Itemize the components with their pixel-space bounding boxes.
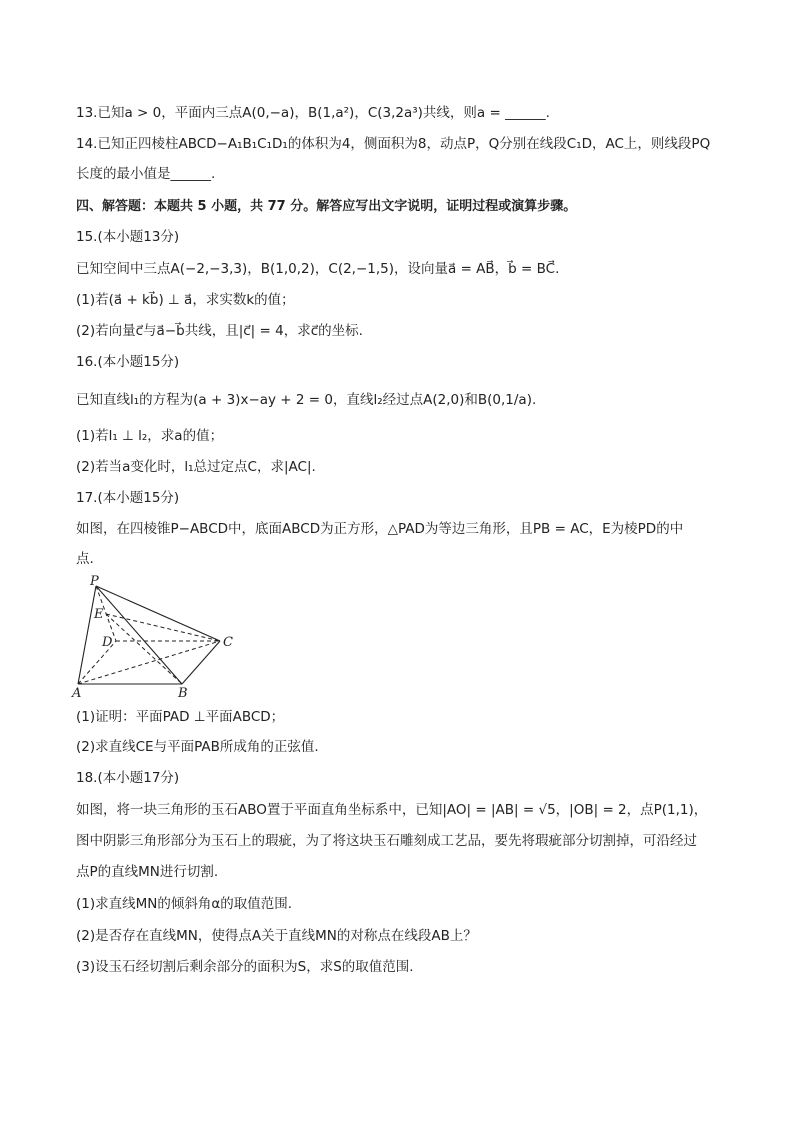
q17-part1: (1)证明：平面PAD ⊥平面ABCD；: [76, 709, 285, 725]
q14-text-cont: 长度的最小值是______.: [76, 166, 216, 182]
q15-part2: (2)若向量c⃗与a⃗−b⃗共线，且|c⃗| = 4，求c⃗的坐标.: [76, 323, 363, 339]
label-A: A: [72, 686, 82, 700]
q18-text-cont1: 图中阴影三角形部分为玉石上的瑕疵，为了将这块玉石雕刻成工艺品，要先将瑕疵部分切割掉，可沿经过: [76, 833, 697, 849]
q18-part3: (3)设玉石经切割后剩余部分的面积为S，求S的取值范围.: [76, 959, 414, 975]
q16-header: 16.(本小题15分): [76, 354, 180, 370]
q18-text-cont2: 点P的直线MN进行切割.: [76, 864, 219, 880]
q17-text: 如图，在四棱锥P−ABCD中，底面ABCD为正方形，△PAD为等边三角形，且PB = AC，E为棱PD的中: [76, 521, 684, 537]
q17-text-cont: 点.: [76, 551, 94, 567]
q16-part2: (2)若当a变化时，l₁总过定点C，求|AC|.: [76, 459, 316, 475]
q16-text: 已知直线l₁的方程为(a + 3)x−ay + 2 = 0，直线l₂经过点A(2,0)和B(0,1/a).: [76, 392, 537, 408]
q18-part2: (2)是否存在直线MN，使得点A关于直线MN的对称点在线段AB上？: [76, 928, 477, 944]
label-P: P: [90, 574, 99, 589]
pyramid-figure: [70, 574, 240, 700]
q15-header: 15.(本小题13分): [76, 229, 180, 245]
q14-text: 14.已知正四棱柱ABCD−A₁B₁C₁D₁的体积为4，侧面积为8，动点P，Q分别在线段C₁D，AC上，则线段PQ: [76, 136, 711, 152]
q13-text: 13.已知a > 0，平面内三点A(0,−a)，B(1,a²)，C(3,2a³)共线，则a = ______.: [76, 105, 550, 121]
q18-part1: (1)求直线MN的倾斜角α的取值范围.: [76, 896, 293, 912]
label-C: C: [223, 635, 233, 650]
label-E: E: [94, 607, 104, 622]
q15-text: 已知空间中三点A(−2,−3,3)，B(1,0,2)，C(2,−1,5)，设向量a⃗ = AB⃗，b⃗ = BC⃗.: [76, 261, 560, 277]
q15-part1: (1)若(a⃗ + kb⃗) ⊥ a⃗，求实数k的值；: [76, 292, 295, 308]
q18-header: 18.(本小题17分): [76, 770, 180, 786]
q17-part2: (2)求直线CE与平面PAB所成角的正弦值.: [76, 739, 319, 755]
label-D: D: [102, 635, 113, 650]
section-header: 四、解答题：本题共 5 小题，共 77 分。解答应写出文字说明，证明过程或演算步骤。: [76, 199, 577, 214]
q17-header: 17.(本小题15分): [76, 490, 180, 506]
q18-text: 如图，将一块三角形的玉石ABO置于平面直角坐标系中，已知|AO| = |AB| = √5，|OB| = 2，点P(1,1)，: [76, 802, 708, 818]
label-B: B: [178, 686, 188, 700]
q16-part1: (1)若l₁ ⊥ l₂，求a的值；: [76, 428, 224, 444]
